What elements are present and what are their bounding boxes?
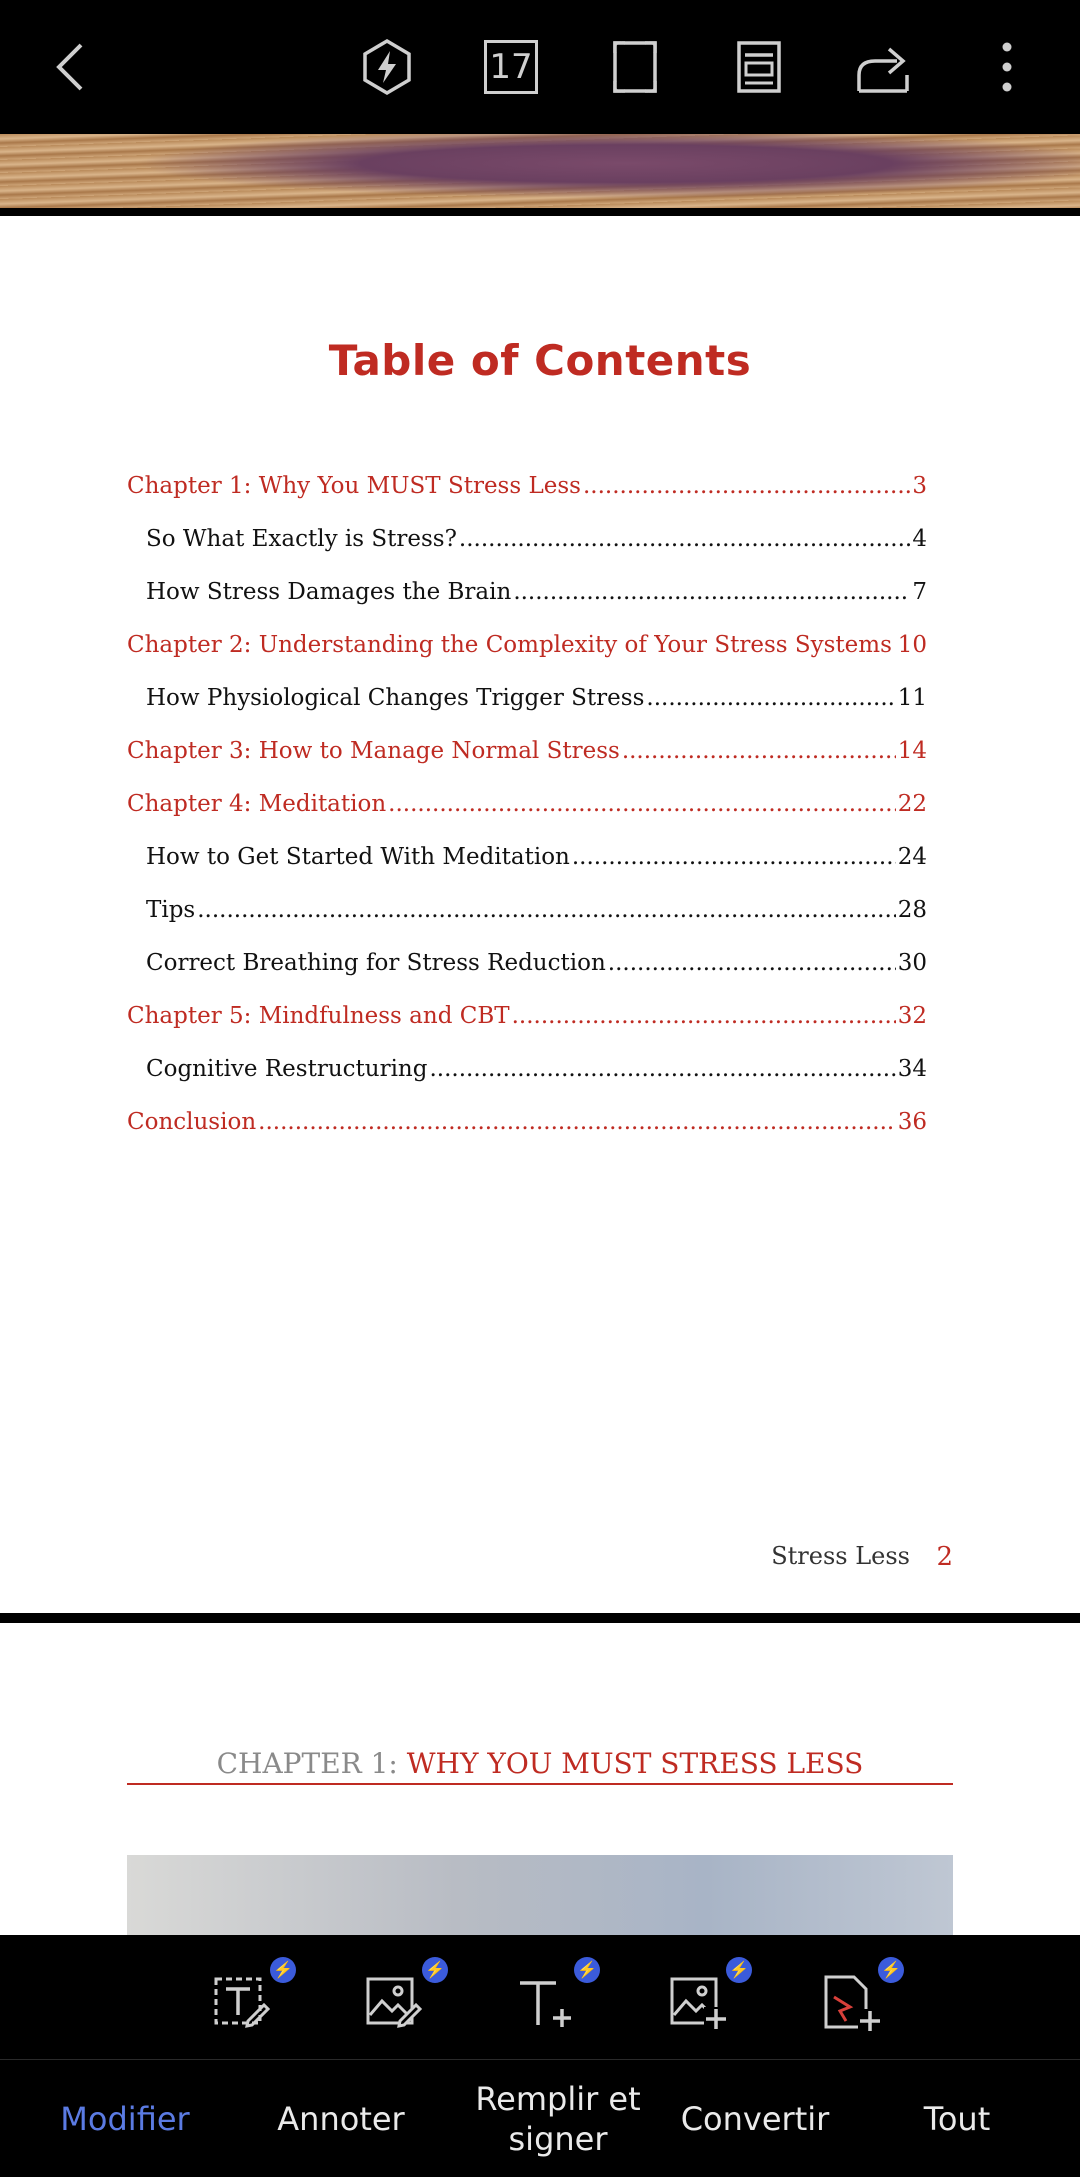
toc-section-entry[interactable] xyxy=(127,552,927,605)
toc-leader-dots xyxy=(429,1056,895,1082)
toc-section-entry[interactable] xyxy=(127,499,927,552)
chapter-rule xyxy=(127,1783,953,1785)
footer-book-title: Stress Less xyxy=(771,1542,910,1570)
toc-chapter-entry[interactable] xyxy=(127,1082,927,1135)
fullscreen-icon[interactable] xyxy=(600,32,670,102)
lightning-icon[interactable] xyxy=(352,32,422,102)
page-separator xyxy=(0,208,1080,216)
toc-leader-dots xyxy=(646,685,895,711)
toc-chapter-entry[interactable] xyxy=(127,976,927,1029)
toc-entry-page: 4 xyxy=(912,526,927,552)
back-arrow-icon[interactable] xyxy=(38,32,108,102)
share-icon[interactable] xyxy=(848,32,918,102)
toc-entry-label: Correct Breathing for Stress Reduction xyxy=(146,950,606,976)
premium-bolt-icon: ⚡ xyxy=(574,1957,600,1983)
toc-list xyxy=(127,446,927,1135)
toc-chapter-entry[interactable] xyxy=(127,711,927,764)
toc-leader-dots xyxy=(894,632,896,658)
premium-bolt-icon: ⚡ xyxy=(422,1957,448,1983)
toc-entry-page: 11 xyxy=(897,685,927,711)
chapter-heading xyxy=(0,1747,1080,1780)
add-text-icon[interactable] xyxy=(516,1962,597,2035)
chapter-prefix: CHAPTER 1: xyxy=(216,1747,407,1780)
tab-annoter[interactable]: Annoter xyxy=(277,2099,405,2138)
toc-entry-page: 3 xyxy=(912,473,927,499)
toc-title: Table of Contents xyxy=(328,336,752,385)
toc-leader-dots xyxy=(572,844,896,870)
tab-convertir[interactable]: Convertir xyxy=(680,2099,830,2138)
toc-entry-label: Chapter 5: Mindfulness and CBT xyxy=(127,1003,510,1029)
bottom-nav xyxy=(0,2060,1080,2177)
tab-tout[interactable]: Tout xyxy=(923,2099,991,2138)
toc-entry-page: 32 xyxy=(897,1003,927,1029)
toc-entry-label: How to Get Started With Meditation xyxy=(146,844,570,870)
toc-leader-dots xyxy=(622,738,896,764)
tab-modifier[interactable]: Modifier xyxy=(60,2099,190,2138)
page-separator xyxy=(0,1613,1080,1623)
toc-entry-page: 14 xyxy=(897,738,927,764)
premium-bolt-icon: ⚡ xyxy=(270,1957,296,1983)
toc-section-entry[interactable] xyxy=(127,1029,927,1082)
chapter-photo xyxy=(127,1855,953,1935)
toc-entry-label: How Physiological Changes Trigger Stress xyxy=(146,685,645,711)
footer-page-number: 2 xyxy=(936,1542,953,1572)
toc-entry-page: 10 xyxy=(897,632,927,658)
toc-leader-dots xyxy=(459,526,910,552)
more-icon[interactable] xyxy=(972,32,1042,102)
toc-leader-dots xyxy=(513,579,910,605)
top-toolbar xyxy=(0,0,1080,134)
pdf-page-chapter1 xyxy=(0,1623,1080,1935)
pdf-page-toc xyxy=(0,216,1080,1613)
edit-image-icon[interactable] xyxy=(364,1962,445,2035)
toc-section-entry[interactable] xyxy=(127,923,927,976)
toc-leader-dots xyxy=(512,1003,896,1029)
toc-leader-dots xyxy=(583,473,910,499)
toc-entry-label: Tips xyxy=(146,897,196,923)
toc-entry-label: Chapter 2: Understanding the Complexity of Your Stress Systems xyxy=(127,632,892,658)
toc-entry-label: So What Exactly is Stress? xyxy=(146,526,457,552)
edit-tools-bar xyxy=(0,1935,1080,2060)
chapter-name: WHY YOU MUST STRESS LESS xyxy=(406,1747,864,1780)
toc-entry-label: Chapter 3: How to Manage Normal Stress xyxy=(127,738,620,764)
premium-bolt-icon: ⚡ xyxy=(878,1957,904,1983)
toc-leader-dots xyxy=(388,791,896,817)
toc-section-entry[interactable] xyxy=(127,870,927,923)
toc-entry-page: 30 xyxy=(897,950,927,976)
toc-chapter-entry[interactable] xyxy=(127,764,927,817)
toc-section-entry[interactable] xyxy=(127,658,927,711)
tab-remplir-line2: signer xyxy=(508,2119,608,2158)
toc-entry-page: 24 xyxy=(897,844,927,870)
add-signature-icon[interactable] xyxy=(820,1962,901,2035)
add-image-icon[interactable] xyxy=(668,1962,749,2035)
toc-entry-page: 34 xyxy=(897,1056,927,1082)
reading-mode-icon[interactable] xyxy=(724,32,794,102)
toc-leader-dots xyxy=(197,897,895,923)
toc-entry-label: Chapter 1: Why You MUST Stress Less xyxy=(127,473,581,499)
tab-remplir-signer[interactable] xyxy=(458,2060,658,2177)
toc-entry-page: 28 xyxy=(897,897,927,923)
edit-text-icon[interactable] xyxy=(212,1962,293,2035)
toc-chapter-entry[interactable] xyxy=(127,446,927,499)
tab-remplir-line1: Remplir et xyxy=(475,2079,641,2118)
toc-chapter-entry[interactable] xyxy=(127,605,927,658)
toc-entry-page: 7 xyxy=(912,579,927,605)
toc-entry-label: Chapter 4: Meditation xyxy=(127,791,387,817)
toc-leader-dots xyxy=(608,950,896,976)
toc-entry-page: 22 xyxy=(897,791,927,817)
premium-bolt-icon: ⚡ xyxy=(726,1957,752,1983)
toc-entry-label: Cognitive Restructuring xyxy=(146,1056,428,1082)
toc-leader-dots xyxy=(258,1109,896,1135)
previous-page-photo xyxy=(0,134,1080,208)
page-count-icon[interactable]: 17 xyxy=(484,40,538,94)
toc-entry-label: How Stress Damages the Brain xyxy=(146,579,512,605)
toc-entry-page: 36 xyxy=(897,1109,927,1135)
toc-entry-label: Conclusion xyxy=(127,1109,257,1135)
toc-section-entry[interactable] xyxy=(127,817,927,870)
